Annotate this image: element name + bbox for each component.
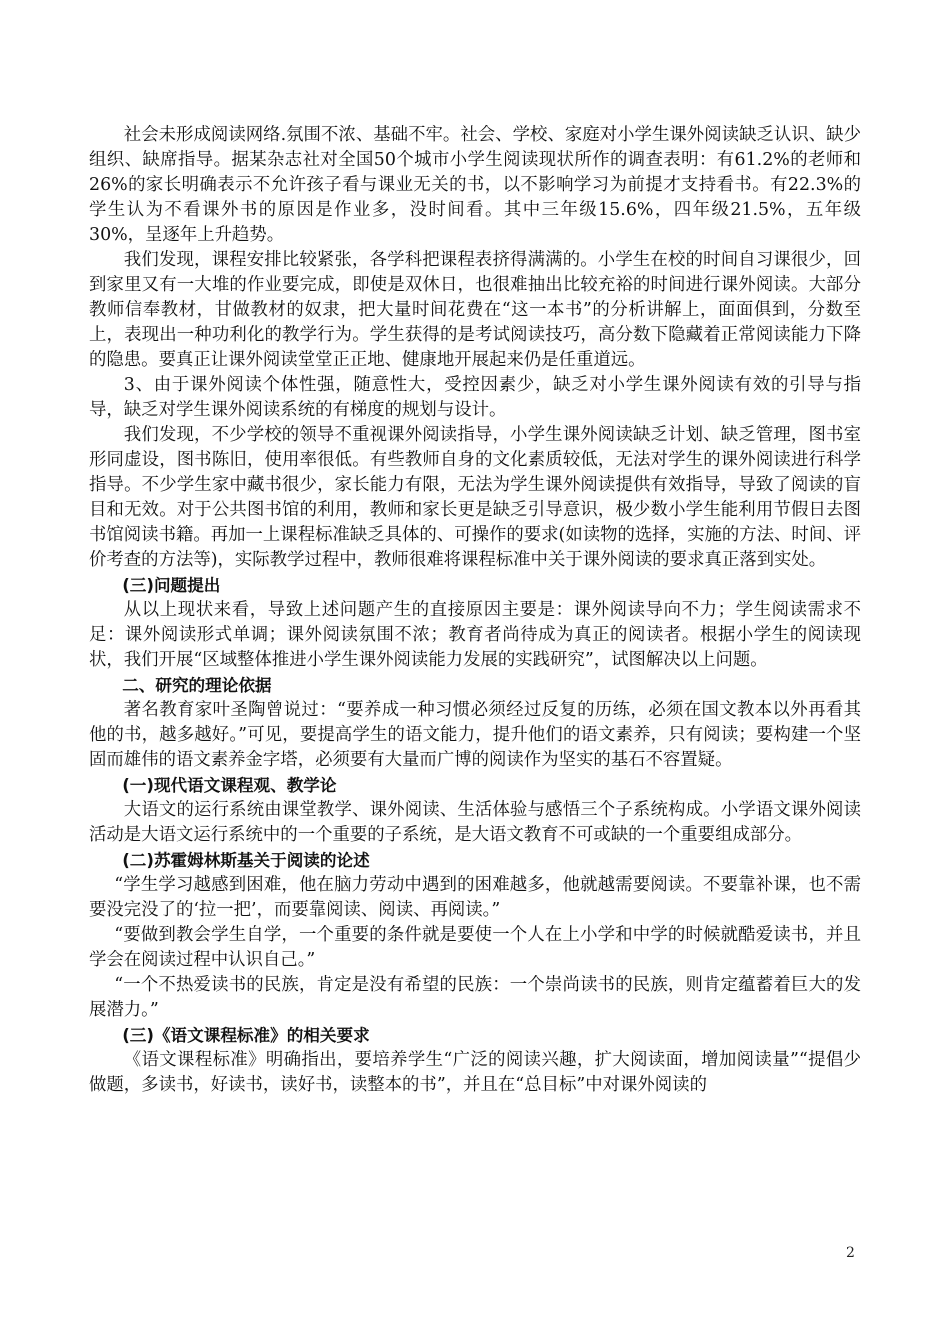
paragraph-school-leaders: 我们发现，不少学校的领导不重视课外阅读指导，小学生课外阅读缺乏计划、缺乏管理，图书室形同虚设，图书陈旧，使用率很低。有些教师自身的文化素质较低，无法对学生的课外阅读进行科学指导。不少学生家中藏书很少，家长能力有限，无法为学生课外阅读提供有效指导，导致了阅读的盲目和无效。对于公共图书馆的利用，教师和家长更是缺乏引导意识，极少数小学生能利用节假日去图书馆阅读书籍。再加一上课程标准缺乏具体的、可操作的要求(如读物的选择，实施的方法、时间、评价考查的方法等)，实际教学过程中，教师很难将课程标准中关于课外阅读的要求真正落到实处。 — [89, 425, 861, 570]
heading-sukhomlinsky: (二)苏霍姆林斯基关于阅读的论述 — [122, 851, 370, 870]
paragraph-curriculum-standard: 《语文课程标准》明确指出，要培养学生“广泛的阅读兴趣，扩大阅读面，增加阅读量”“提倡少做题，多读书，好读书，读好书，读整本的书”，并且在“总目标”中对课外阅读的 — [89, 1050, 861, 1095]
paragraph-big-chinese-system: 大语文的运行系统由课堂教学、课外阅读、生活体验与感悟三个子系统构成。小学语文课外阅读活动是大语文运行系统中的一个重要的子系统，是大语文教育不可或缺的一个重要组成部分。 — [89, 800, 861, 845]
paragraph-ye-shengtao: 著名教育家叶圣陶曾说过：“要养成一种习惯必须经过反复的历练，必须在国文教本以外再看其他的书，越多越好。”可见，要提高学生的语文能力，提升他们的语文素养，只有阅读；要构建一个坚固而雄伟的语文素养金字塔，必须要有大量而广博的阅读作为坚实的基石不容置疑。 — [89, 700, 861, 770]
quote-nation: “一个不热爱读书的民族，肯定是没有希望的民族：一个崇尚读书的民族，则肯定蕴蓄着巨大的发展潜力。” — [89, 975, 861, 1020]
heading-modern-curriculum: (一)现代语文课程观、教学论 — [122, 776, 337, 795]
quote-self-study: “要做到教会学生自学，一个重要的条件就是要使一个人在上小学和中学的时候就酷爱读书，并且学会在阅读过程中认识自己。” — [89, 925, 861, 970]
page-number: 2 — [846, 1245, 855, 1261]
paragraph-problem-causes: 从以上现状来看，导致上述问题产生的直接原因主要是：课外阅读导向不力；学生阅读需求不足：课外阅读形式单调；课外阅读氛围不浓；教育者尚待成为真正的阅读者。根据小学生的阅读现状，我们开展“区域整体推进小学生课外阅读能力发展的实践研究”，试图解决以上问题。 — [89, 600, 861, 670]
quote-reading-difficulty: “学生学习越感到困难，他在脑力劳动中遇到的困难越多，他就越需要阅读。不要靠补课，也不需要没完没了的‘拉一把’，而要靠阅读、阅读、再阅读。” — [89, 875, 861, 920]
document-body — [89, 123, 861, 1098]
heading-problem-statement: (三)问题提出 — [122, 576, 221, 595]
heading-curriculum-standard: (三)《语文课程标准》的相关要求 — [122, 1026, 370, 1045]
paragraph-reading-network: 社会未形成阅读网络.氛围不浓、基础不牢。社会、学校、家庭对小学生课外阅读缺乏认识、缺少组织、缺席指导。据某杂志社对全国50个城市小学生阅读现状所作的调查表明：有61.2%的老师和26%的家长明确表示不允许孩子看与课业无关的书，以不影响学习为前提才支持看书。有22.3%的学生认为不看课外书的原因是作业多，没时间看。其中三年级15.6%，四年级21.5%，五年级30%，呈逐年上升趋势。 — [89, 125, 861, 245]
paragraph-course-schedule: 我们发现，课程安排比较紧张，各学科把课程表挤得满满的。小学生在校的时间自习课很少，回到家里又有一大堆的作业要完成，即使是双休日，也很难抽出比较充裕的时间进行课外阅读。大部分教师信奉教材，甘做教材的奴隶，把大量时间花费在“这一本书”的分析讲解上，面面俱到，分数至上，表现出一种功利化的教学行为。学生获得的是考试阅读技巧，高分数下隐藏着正常阅读能力下降的隐患。要真正让课外阅读堂堂正正地、健康地开展起来仍是任重道远。 — [89, 250, 861, 370]
paragraph-point-3: 3、由于课外阅读个体性强，随意性大，受控因素少，缺乏对小学生课外阅读有效的引导与指导，缺乏对学生课外阅读系统的有梯度的规划与设计。 — [89, 375, 861, 420]
heading-theoretical-basis: 二、研究的理论依据 — [122, 676, 272, 695]
